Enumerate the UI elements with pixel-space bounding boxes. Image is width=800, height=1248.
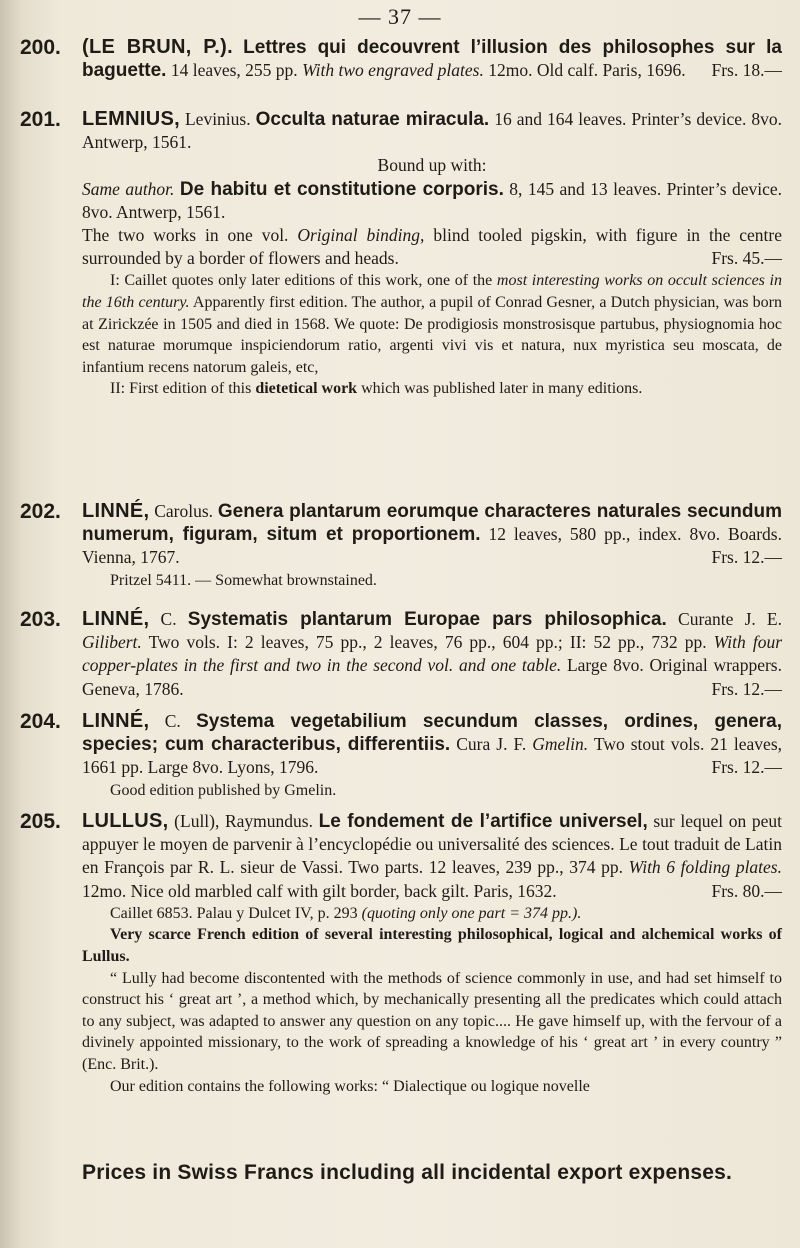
entry-author: LINNÉ,	[82, 710, 150, 732]
entry-price: Frs. 18.—	[711, 60, 782, 81]
note-2: II: First edition of this	[110, 380, 252, 398]
entry-note: Pritzel 5411. — Somewhat brownstained.	[110, 571, 377, 589]
entry-note: Good edition published by Gmelin.	[110, 781, 337, 799]
entry-author-rest: Levinius.	[184, 109, 251, 129]
entry-quote: “ Lully had become discontented with the methods of science commonly in use, and had set himself to construct his ‘ great art ’, a method which, by mechanically presenting all the predicates which could attach to any subject, was adapted to answer any question on any topic.... He gave himself up, with the fervour of a divinely appointed missionary, to the work of spreading a knowledge of his ‘ great art ’ in every country ” (Enc. Brit.).	[82, 969, 782, 1073]
entry-price: Frs. 12.—	[711, 757, 782, 778]
entry-imprint: Large 8vo. Original wrappers. Geneva, 1786.	[82, 655, 782, 699]
curante-name: Gilibert.	[82, 632, 142, 653]
entry-body	[82, 108, 782, 400]
entry-author: (LE BRUN, P.).	[82, 36, 233, 58]
same-author: Same author.	[82, 178, 175, 199]
entry-title-rest: sur lequel on peut appuyer le moyen de parvenir à l’encyclopédie ou universalité des sciences. Le tout traduit de Latin en François par R. L. sieur de Vassi.	[82, 811, 782, 878]
entry-price: Frs. 12.—	[711, 547, 782, 568]
entry-author: LINNÉ,	[82, 500, 150, 522]
note-1-italic: most interesting works on occult sciences in the 16th century.	[82, 272, 782, 312]
entry-price: Frs. 12.—	[711, 678, 782, 699]
note-1-pre: I: Caillet quotes only later editions of this work, one of the	[110, 272, 493, 290]
binding-italic: Original binding,	[297, 225, 425, 246]
note-1-italic: (quoting only one part = 374 pp.).	[361, 904, 582, 922]
entry-number: 204.	[20, 710, 61, 733]
entry-body	[82, 500, 782, 591]
entry-author-rest: C.	[160, 609, 177, 629]
note-2-post: which was published later in many editions.	[361, 380, 643, 398]
binding-post: blind tooled pigskin, with figure in the centre surrounded by a border of flowers and heads.	[82, 225, 783, 269]
entry-number: 205.	[20, 810, 61, 833]
entry-author: LINNÉ,	[82, 608, 150, 630]
entry-author-rest: Carolus.	[154, 501, 214, 521]
entry-title: Genera plantarum eorumque characteres naturales secundum numerum, figuram, situm et proportionem.	[82, 501, 783, 546]
entry-title: Systema vegetabilium secundum classes, ordines, genera, species; cum characteribus, differentiis.	[82, 711, 782, 756]
entry-price: Frs. 80.—	[711, 880, 782, 901]
entry-collation: 16 and 164 leaves. Printer’s device. 8vo. Antwerp, 1561.	[82, 109, 783, 153]
note-2-bold: dietetical work	[255, 380, 358, 398]
entry-body	[82, 36, 782, 82]
entry-body	[82, 608, 782, 701]
page-number: — 37 —	[358, 4, 442, 29]
note-1-pre: Caillet 6853. Palau y Dulcet IV, p. 293	[110, 904, 358, 922]
entry-body	[82, 810, 782, 1097]
entry-collation: 12 leaves, 580 pp., index. 8vo. Boards. Vienna, 1767.	[82, 524, 782, 568]
entry-contents: Our edition contains the following works: “ Dialectique ou logique novelle	[110, 1077, 590, 1095]
entry-number: 200.	[20, 36, 61, 59]
entry-title-2: De habitu et constitutione corporis.	[179, 178, 504, 200]
entry-imprint: 12mo. Old calf. Paris, 1696.	[488, 60, 686, 81]
entry-plates: With four copper-plates in the first and two in the second vol. and one table.	[82, 632, 783, 676]
entry-collation: Two vols. I: 2 leaves, 75 pp., 2 leaves, 76 pp., 604 pp.; II: 52 pp., 732 pp.	[148, 632, 707, 653]
entry-collation: 14 leaves, 255 pp.	[170, 60, 298, 81]
note-2-bold: Very scarce French edition of several interesting philosophical, logical and alchemical works of Lullus.	[82, 926, 782, 965]
entry-price: Frs. 45.—	[711, 248, 782, 269]
footer-price-note: Prices in Swiss Francs including all incidental export expenses.	[82, 1161, 733, 1184]
note-1-post: Apparently first edition. The author, a pupil of Conrad Gesner, a Dutch physician, was born at Zirickzée in 1505 and died in 1568. We quote: De prodigiosis monstrosisque partubus, physiognomia hoc est naturae morumque inspiciendorum ratio, argenti vivi vis et natura, nux myristica seu moscata, de infantium recens natorum galeis, etc,	[82, 294, 783, 376]
bound-with-label: Bound up with:	[377, 155, 487, 176]
entry-author-rest: C.	[164, 711, 181, 731]
entry-number: 203.	[20, 608, 61, 631]
entry-title: Lettres qui decouvrent l’illusion des philosophes sur la baguette.	[82, 37, 782, 82]
cura: Cura J. F.	[456, 734, 527, 755]
cura-name: Gmelin.	[532, 734, 589, 755]
entry-title: Occulta naturae miracula.	[255, 109, 490, 130]
entry-collation: Two stout vols. 21 leaves, 1661 pp. Large 8vo. Lyons, 1796.	[82, 734, 783, 778]
curante: Curante J. E.	[678, 609, 782, 629]
entry-author: LULLUS,	[82, 810, 169, 832]
entry-plates: With 6 folding plates.	[628, 857, 782, 878]
entry-number: 202.	[20, 500, 61, 523]
entry-collation-2: 8, 145 and 13 leaves. Printer’s device. 8vo. Antwerp, 1561.	[82, 178, 783, 222]
entry-title: Le fondement de l’artifice universel,	[318, 811, 648, 832]
entry-imprint: 12mo. Nice old marbled calf with gilt border, back gilt. Paris, 1632.	[82, 880, 557, 901]
entry-body	[82, 710, 782, 801]
entry-title: Systematis plantarum Europae pars philosophica.	[187, 609, 667, 630]
binding-pre: The two works in one vol.	[82, 225, 289, 246]
entry-author: LEMNIUS,	[82, 108, 180, 130]
entry-collation: Two parts. 12 leaves, 239 pp., 374 pp.	[348, 857, 623, 878]
entry-number: 201.	[20, 108, 61, 131]
entry-plates: With two engraved plates.	[302, 60, 484, 81]
entry-author-rest: (Lull), Raymundus.	[174, 811, 313, 831]
